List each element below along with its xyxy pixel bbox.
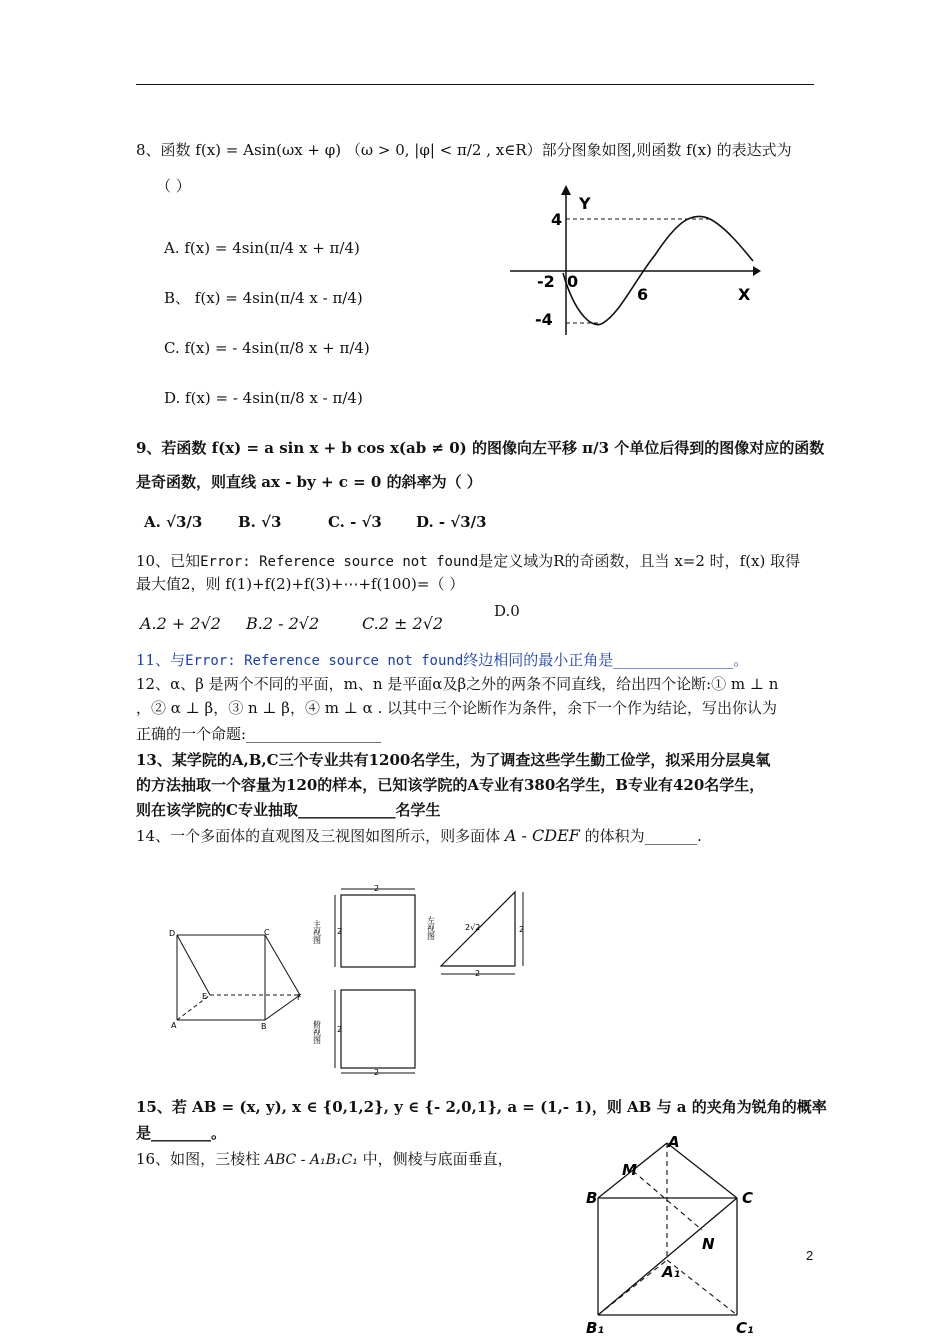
- graph-y-top: 4: [551, 210, 563, 229]
- top-dim-bottom: 2: [374, 1068, 380, 1077]
- graph-x-label: X: [738, 285, 751, 304]
- q16-text: 16、如图，三棱柱: [136, 1150, 261, 1168]
- q14-solid: [177, 935, 300, 1020]
- vertex-f: F: [297, 993, 302, 1002]
- vertex-d: D: [169, 929, 176, 938]
- q16-line: [136, 1149, 513, 1170]
- q10-option-d: D.0: [494, 602, 520, 620]
- vertex-c: C: [264, 928, 270, 937]
- vertex-e: E: [202, 992, 208, 1001]
- q13-line3: [136, 800, 440, 820]
- q9-option-a: A. √3/3: [144, 513, 203, 531]
- q9-option-c: C. - √3: [328, 513, 382, 531]
- prism-a: A: [668, 1133, 680, 1151]
- prism-c: C: [742, 1189, 754, 1207]
- q12-line3-text: 正确的一个命题:: [136, 725, 247, 743]
- q10-error-ref: Error: Reference source not found: [200, 554, 479, 570]
- q8-option-c: C. f(x) = - 4sin(π/8 x + π/4): [164, 339, 370, 357]
- q15-line2: [136, 1123, 226, 1143]
- front-dim-top: 2: [374, 884, 380, 893]
- q16-prism-figure: [582, 1135, 772, 1340]
- q15-blank: ________: [151, 1124, 212, 1142]
- header-rule: [136, 84, 814, 85]
- graph-x-tick: 6: [637, 285, 649, 304]
- q10-line1: [136, 551, 800, 572]
- q10-option-a: A.2 + 2√2: [140, 614, 221, 633]
- prism-b: B: [586, 1189, 598, 1207]
- top-dim-side: 2: [337, 1025, 343, 1034]
- side-view-label: 左视图: [426, 916, 436, 940]
- prism-m: M: [622, 1161, 637, 1179]
- q8-option-a: A. f(x) = 4sin(π/4 x + π/4): [164, 239, 360, 257]
- q8-option-d: D. f(x) = - 4sin(π/8 x - π/4): [164, 389, 363, 407]
- front-view-label: 主视图: [312, 920, 322, 944]
- q11-line: [136, 650, 748, 671]
- prism-n: N: [702, 1235, 715, 1253]
- page-number: 2: [806, 1248, 814, 1263]
- q10-suffix: 是定义域为R的奇函数，且当 x=2 时，f(x) 取得: [478, 552, 801, 570]
- top-view-label: 俯视图: [312, 1020, 322, 1044]
- front-dim-side: 2: [337, 927, 343, 936]
- q11-error-ref: Error: Reference source not found: [185, 653, 464, 669]
- q8-stem: 8、函数 f(x) = Asin(ωx + φ) （ω > 0, |φ| < π/2 , x∈R）部分图象如图,则函数 f(x) 的表达式为: [136, 141, 792, 159]
- q15-line2-text: 是: [136, 1124, 152, 1142]
- q14-text: 14、一个多面体的直观图及三视图如图所示，则多面体: [136, 827, 501, 845]
- q13-line2: 的方法抽取一个容量为120的样本，已知该学院的A专业有380名学生，B专业有420名学生，: [136, 776, 765, 794]
- q16-end: 中，侧棱与底面垂直，: [362, 1150, 513, 1168]
- prism-b1: B₁: [586, 1319, 605, 1337]
- q11-text: 终边相同的最小正角是: [463, 651, 614, 669]
- q16-expr: ABC - A₁B₁C₁: [264, 1152, 358, 1168]
- side-diag: 2√2: [465, 923, 481, 932]
- q14-expr: A - CDEF: [504, 826, 580, 845]
- q9-option-b: B. √3: [238, 513, 282, 531]
- q11-end: 。: [733, 651, 749, 669]
- q8-option-b: B、 f(x) = 4sin(π/4 x - π/4): [164, 289, 363, 307]
- prism-c1: C₁: [736, 1319, 754, 1337]
- q9-line1: 9、若函数 f(x) = a sin x + b cos x(ab ≠ 0) 的图像向左平移 π/3 个单位后得到的图像对应的函数: [136, 439, 825, 457]
- graph-y-bottom: -4: [535, 310, 553, 329]
- q14-end: 的体积为_______.: [584, 827, 702, 845]
- q10-prefix: 10、已知: [136, 552, 201, 570]
- q11-prefix: 11、与: [136, 651, 186, 669]
- vertex-b: B: [261, 1022, 267, 1031]
- q10-option-c: C.2 ± 2√2: [362, 614, 444, 633]
- graph-x-neg: -2: [537, 272, 555, 291]
- q13-line3-text: 则在该学院的C专业抽取: [136, 801, 298, 819]
- side-dim-right: 2: [519, 925, 525, 934]
- q12-blank: __________________: [246, 725, 382, 743]
- q12-line3: [136, 724, 381, 744]
- q9-line2: 是奇函数，则直线 ax - by + c = 0 的斜率为（ ）: [136, 473, 482, 491]
- vertex-a: A: [171, 1021, 177, 1030]
- q8-sine-graph: [505, 185, 765, 345]
- q8-paren: （ ）: [156, 177, 191, 195]
- q12-line2: ，② α ⊥ β，③ n ⊥ β，④ m ⊥ α . 以其中三个论断作为条件，余下一个作为结论，写出你认为: [136, 699, 778, 717]
- prism-a1: A₁: [662, 1263, 681, 1281]
- q14-figure: [165, 880, 545, 1080]
- graph-y-label: Y: [579, 194, 591, 213]
- q9-option-d: D. - √3/3: [416, 513, 487, 531]
- side-dim-bottom: 2: [475, 969, 481, 978]
- q13-line1: 13、某学院的A,B,C三个专业共有1200名学生，为了调查这些学生勤工俭学，拟采用分层臭氧: [136, 751, 771, 769]
- q12-line1: 12、α、β 是两个不同的平面，m、n 是平面α及β之外的两条不同直线，给出四个论断:① m ⊥ n: [136, 675, 779, 693]
- q15-end: 。: [211, 1124, 227, 1142]
- q14-line: [136, 826, 702, 846]
- q13-line3-end: 名学生: [395, 801, 441, 819]
- graph-origin: 0: [567, 272, 579, 291]
- q11-blank: ________________: [613, 651, 734, 669]
- q13-blank: _____________: [297, 801, 396, 819]
- q10-line2: 最大值2，则 f(1)+f(2)+f(3)+⋯+f(100)=（ ）: [136, 575, 465, 593]
- q10-option-b: B.2 - 2√2: [246, 614, 320, 633]
- q15-line1: 15、若 AB = (x, y), x ∈ {0,1,2}, y ∈ {- 2,0,1}, a = (1,- 1)，则 AB 与 a 的夹角为锐角的概率: [136, 1098, 827, 1116]
